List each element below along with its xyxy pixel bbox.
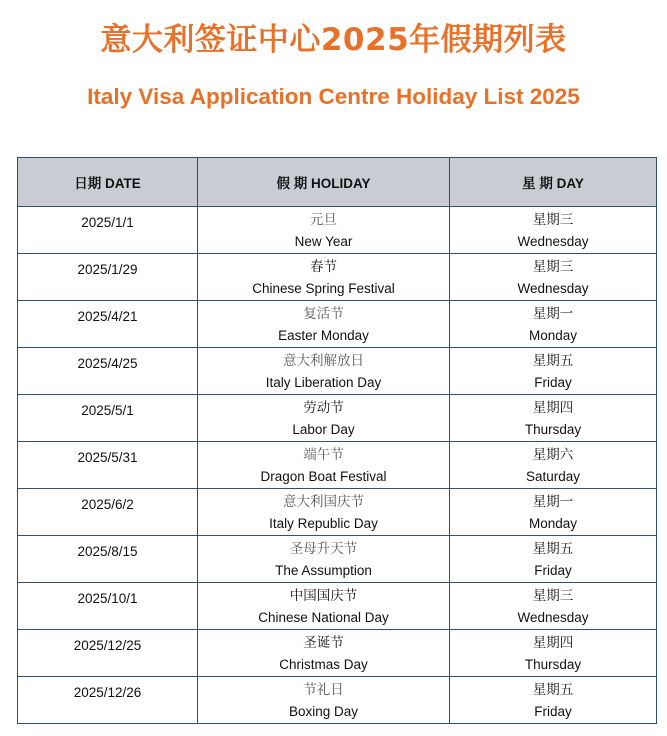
- date-value: 2025/1/29: [77, 262, 138, 277]
- date-value: 2025/12/25: [73, 638, 142, 653]
- day-cell: [450, 630, 657, 677]
- date-cell: [18, 583, 198, 630]
- date-cell: [18, 254, 198, 301]
- column-header-date: 日期 DATE: [18, 158, 198, 207]
- holiday-name-english: Boxing Day: [288, 704, 359, 719]
- holiday-cell: [198, 395, 450, 442]
- date-value: 2025/12/26: [73, 685, 142, 700]
- date-value: 2025/8/15: [77, 544, 138, 559]
- weekday-english: Monday: [528, 328, 578, 343]
- table-row: [18, 395, 657, 442]
- day-cell: [450, 583, 657, 630]
- holiday-name-chinese: 圣母升天节: [289, 541, 358, 556]
- weekday-chinese: 星期一: [532, 306, 574, 321]
- day-cell: [450, 489, 657, 536]
- holiday-name-chinese: 劳动节: [303, 400, 344, 415]
- holiday-name-english: Italy Liberation Day: [265, 375, 382, 390]
- date-cell: [18, 630, 198, 677]
- holiday-name-english: The Assumption: [275, 563, 372, 578]
- holiday-table-header: [18, 158, 657, 207]
- table-row: [18, 583, 657, 630]
- table-row: [18, 630, 657, 677]
- day-cell: [450, 395, 657, 442]
- weekday-chinese: 星期五: [532, 682, 574, 697]
- weekday-english: Thursday: [524, 657, 582, 672]
- day-cell: [450, 348, 657, 395]
- weekday-chinese: 星期四: [532, 400, 574, 415]
- weekday-english: Friday: [534, 375, 572, 390]
- holiday-name-chinese: 春节: [310, 259, 337, 274]
- weekday-english: Monday: [528, 516, 578, 531]
- table-row: [18, 254, 657, 301]
- holiday-cell: [198, 630, 450, 677]
- weekday-chinese: 星期五: [532, 353, 574, 368]
- day-cell: [450, 207, 657, 254]
- date-cell: [18, 536, 198, 583]
- weekday-chinese: 星期六: [532, 447, 574, 462]
- holiday-cell: [198, 442, 450, 489]
- holiday-name-chinese: 圣诞节: [303, 635, 344, 650]
- holiday-name-chinese: 意大利解放日: [283, 353, 364, 368]
- weekday-chinese: 星期一: [532, 494, 574, 509]
- holiday-cell: [198, 536, 450, 583]
- holiday-name-chinese: 端午节: [303, 447, 344, 462]
- table-row: [18, 489, 657, 536]
- column-header-day: 星 期 DAY: [450, 158, 657, 207]
- table-row: [18, 301, 657, 348]
- weekday-english: Wednesday: [517, 610, 589, 625]
- holiday-cell: [198, 583, 450, 630]
- holiday-cell: [198, 348, 450, 395]
- page-title-english: Italy Visa Application Centre Holiday List 2025: [87, 84, 580, 109]
- holiday-name-english: Italy Republic Day: [269, 516, 378, 531]
- weekday-chinese: 星期三: [532, 212, 574, 227]
- holiday-name-chinese: 中国国庆节: [289, 588, 358, 603]
- weekday-chinese: 星期五: [532, 541, 574, 556]
- date-value: 2025/5/1: [81, 403, 134, 418]
- weekday-english: Friday: [534, 704, 572, 719]
- date-value: 2025/6/2: [81, 497, 134, 512]
- holiday-cell: [198, 489, 450, 536]
- holiday-name-chinese: 元旦: [310, 212, 337, 227]
- date-value: 2025/1/1: [81, 215, 134, 230]
- holiday-table-body: [18, 207, 657, 724]
- holiday-name-english: Dragon Boat Festival: [260, 469, 387, 484]
- table-row: [18, 207, 657, 254]
- column-header-holiday: 假 期 HOLIDAY: [198, 158, 450, 207]
- header-row: [18, 158, 657, 207]
- weekday-chinese: 星期三: [532, 588, 574, 603]
- date-cell: [18, 348, 198, 395]
- holiday-cell: [198, 254, 450, 301]
- day-cell: [450, 254, 657, 301]
- date-cell: [18, 395, 198, 442]
- date-cell: [18, 301, 198, 348]
- holiday-table: [17, 157, 657, 724]
- table-row: [18, 536, 657, 583]
- date-value: 2025/10/1: [77, 591, 138, 606]
- page-title-chinese: 意大利签证中心2025年假期列表: [100, 22, 567, 58]
- weekday-english: Wednesday: [517, 234, 589, 249]
- holiday-cell: [198, 207, 450, 254]
- holiday-name-english: Chinese National Day: [258, 610, 389, 625]
- weekday-english: Wednesday: [517, 281, 589, 296]
- weekday-chinese: 星期四: [532, 635, 574, 650]
- date-cell: [18, 207, 198, 254]
- date-cell: [18, 442, 198, 489]
- holiday-name-english: Easter Monday: [278, 328, 369, 343]
- weekday-english: Saturday: [525, 469, 581, 484]
- holiday-cell: [198, 677, 450, 724]
- weekday-chinese: 星期三: [532, 259, 574, 274]
- date-value: 2025/5/31: [77, 450, 138, 465]
- day-cell: [450, 442, 657, 489]
- date-value: 2025/4/21: [77, 309, 138, 324]
- date-value: 2025/4/25: [77, 356, 138, 371]
- table-row: [18, 348, 657, 395]
- day-cell: [450, 301, 657, 348]
- day-cell: [450, 677, 657, 724]
- day-cell: [450, 536, 657, 583]
- table-row: [18, 442, 657, 489]
- holiday-name-chinese: 节礼日: [303, 682, 344, 697]
- holiday-name-english: Chinese Spring Festival: [252, 281, 395, 296]
- table-row: [18, 677, 657, 724]
- weekday-english: Thursday: [524, 422, 582, 437]
- holiday-name-chinese: 复活节: [303, 306, 344, 321]
- date-cell: [18, 489, 198, 536]
- holiday-name-english: Christmas Day: [279, 657, 368, 672]
- holiday-name-chinese: 意大利国庆节: [283, 494, 364, 509]
- date-cell: [18, 677, 198, 724]
- holiday-name-english: New Year: [294, 234, 353, 249]
- holiday-name-english: Labor Day: [292, 422, 355, 437]
- holiday-cell: [198, 301, 450, 348]
- weekday-english: Friday: [534, 563, 572, 578]
